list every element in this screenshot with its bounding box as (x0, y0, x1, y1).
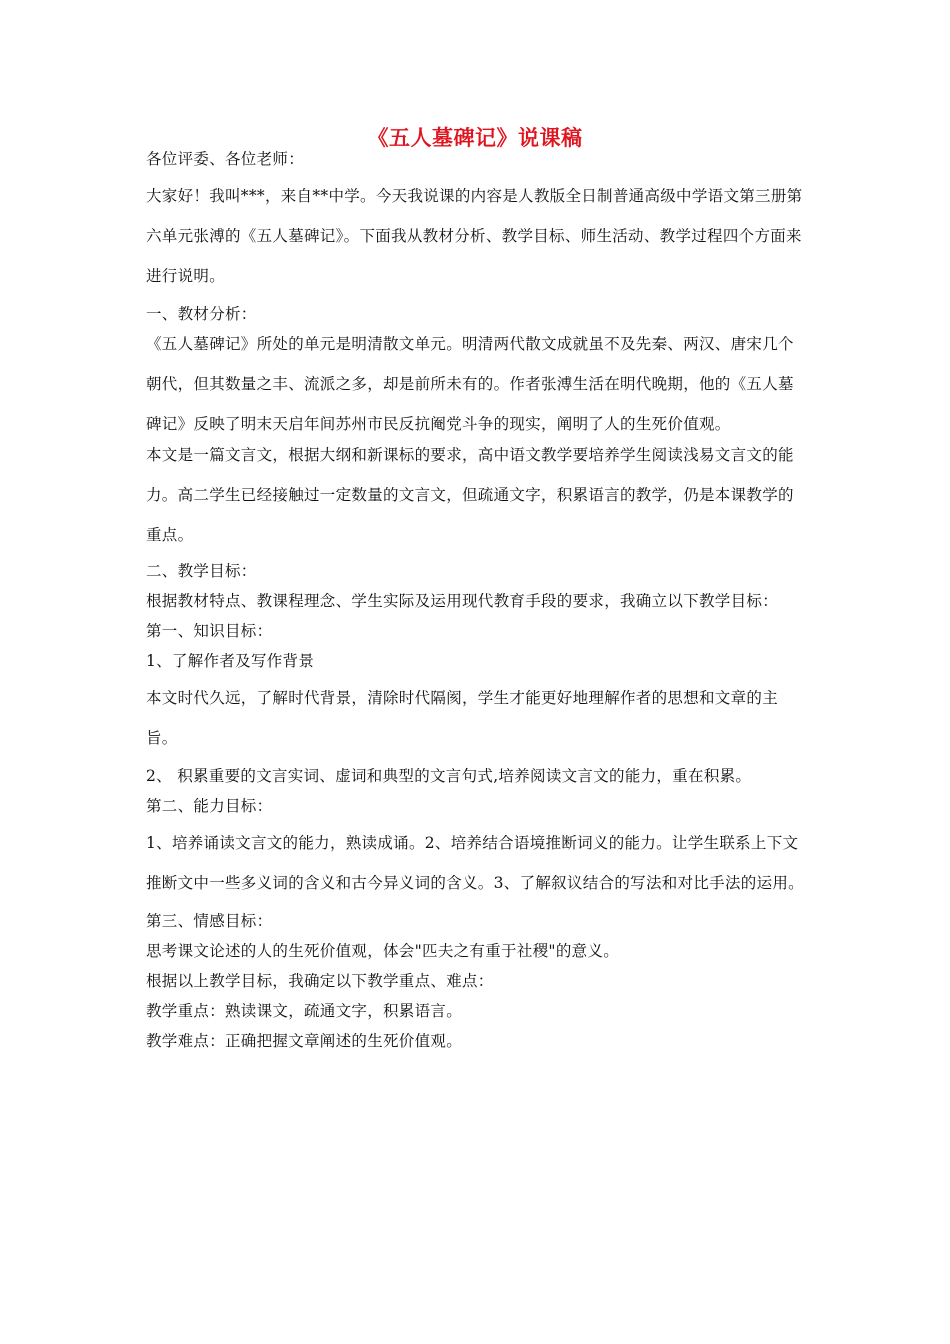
teaching-key-point: 教学重点：熟读课文，疏通文字，积累语言。 (146, 1002, 463, 1020)
intro-paragraph: 大家好！我叫***，来自**中学。今天我说课的内容是人教版全日制普通高级中学语文第三册第六单元张溥的《五人墓碑记》。下面我从教材分析、教学目标、师生活动、教学过程四个方面来进行说明。 (146, 187, 803, 285)
ability-goal-heading: 第二、能力目标： (146, 797, 273, 815)
material-analysis-paragraph-1: 《五人墓碑记》所处的单元是明清散文单元。明清两代散文成就虽不及先秦、两汉、唐宋几个朝代，但其数量之丰、流派之多，却是前所未有的。作者张溥生活在明代晚期，他的《五人墓碑记》反映了明末天启年间苏州市民反抗阉党斗争的现实，阐明了人的生死价值观。 (146, 335, 794, 433)
knowledge-goal-item-2: 2、 积累重要的文言实词、虚词和典型的文言句式,培养阅读文言文的能力，重在积累。 (146, 767, 752, 785)
emotion-goal-detail: 思考课文论述的人的生死价值观，体会"匹夫之有重于社稷"的意义。 (146, 942, 620, 960)
document-body (146, 148, 808, 1060)
material-analysis-paragraph-2: 本文是一篇文言文，根据大纲和新课标的要求，高中语文教学要培养学生阅读浅易文言文的能力。高二学生已经接触过一定数量的文言文，但疏通文字，积累语言的教学，仍是本课教学的重点。 (146, 446, 794, 544)
document-title: 《五人墓碑记》说课稿 (367, 125, 583, 150)
section-heading-material-analysis: 一、教材分析： (146, 305, 257, 323)
knowledge-goal-heading: 第一、知识目标： (146, 622, 273, 640)
emotion-goal-heading: 第三、情感目标： (146, 912, 273, 930)
ability-goal-detail: 1、培养诵读文言文的能力，熟读成诵。2、培养结合语境推断词义的能力。让学生联系上下文推断文中一些多义词的含义和古今异义词的含义。3、了解叙议结合的写法和对比手法的运用。 (146, 834, 804, 892)
knowledge-goal-item-1: 1、了解作者及写作背景 (146, 652, 315, 670)
teaching-goals-intro: 根据教材特点、教课程理念、学生实际及运用现代教育手段的要求，我确立以下教学目标： (146, 592, 779, 610)
knowledge-goal-item-1-detail: 本文时代久远，了解时代背景，清除时代隔阂，学生才能更好地理解作者的思想和文章的主旨。 (146, 689, 779, 747)
greeting-line: 各位评委、各位老师： (146, 150, 305, 168)
key-points-intro: 根据以上教学目标，我确定以下教学重点、难点： (146, 972, 494, 990)
section-heading-teaching-goals: 二、教学目标： (146, 562, 257, 580)
teaching-difficulty: 教学难点：正确把握文章阐述的生死价值观。 (146, 1032, 463, 1050)
